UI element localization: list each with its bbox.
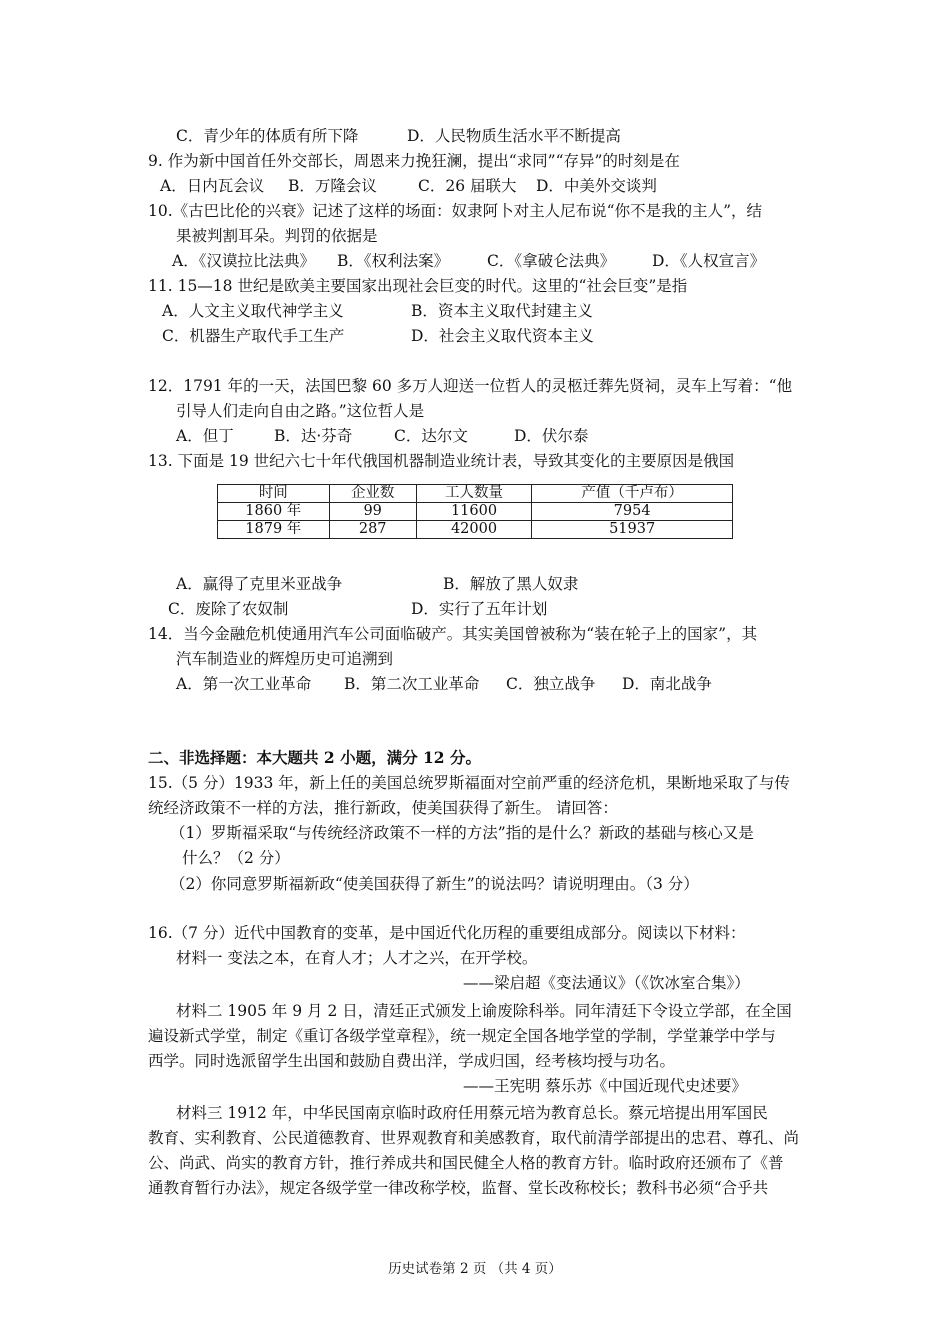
q11-option-a: A．人文主义取代神学主义 xyxy=(162,302,344,320)
section2-title: 二、非选择题：本大题共 2 小题，满分 12 分。 xyxy=(148,748,481,767)
q11-stem: 11. 15—18 世纪是欧美主要国家出现社会巨变的时代。这里的“社会巨变”是指 xyxy=(148,277,688,295)
q9-option-d: D．中美外交谈判 xyxy=(536,177,657,195)
q10-option-d: D．《人权宣言》 xyxy=(652,252,766,270)
table-cell: 1860 年 xyxy=(218,503,330,521)
q9-options xyxy=(160,175,657,197)
q16-material3-line4: 通教育暂行办法》，规定各级学堂一律改称学校，监督、堂长改称校长；教科书必须“合乎共 xyxy=(148,1179,769,1197)
q10-stem-line2: 果被判割耳朵。判罚的依据是 xyxy=(176,227,378,245)
q16-material2-line2: 遍设新式学堂，制定《重订各级学堂章程》，统一规定全国各地学堂的学制，学堂兼学中学与 xyxy=(148,1027,776,1045)
q11-option-c: C．机器生产取代手工生产 xyxy=(162,327,345,345)
q14-stem-line1: 14．当今金融危机使通用汽车公司面临破产。其实美国曾被称为“装在轮子上的国家”，其 xyxy=(148,625,758,643)
table-cell: 51937 xyxy=(532,521,733,539)
q12-option-a: A．但丁 xyxy=(176,427,234,445)
q12-option-d: D．伏尔泰 xyxy=(514,427,589,445)
q16-material2-line1: 材料二 1905 年 9 月 2 日，清廷正式颁发上谕废除科举。同年清廷下令设立学部，在全国 xyxy=(176,1002,792,1020)
q14-option-c: C．独立战争 xyxy=(506,675,596,693)
q9-option-a: A．日内瓦会议 xyxy=(160,177,265,195)
q11-options-ab xyxy=(162,300,593,322)
q15-sub1-line2: 什么？（2 分） xyxy=(182,849,290,867)
table-cell: 287 xyxy=(329,521,416,539)
table-header-cell: 企业数 xyxy=(329,485,416,503)
q8-options-cd xyxy=(176,125,621,147)
q14-option-d: D．南北战争 xyxy=(622,675,712,693)
q12-stem-line2: 引导人们走向自由之路。”这位哲人是 xyxy=(176,402,425,420)
q16-material1-source: ——梁启超《变法通议》（《饮冰室合集》） xyxy=(463,974,750,992)
q13-stem: 13. 下面是 19 世纪六七十年代俄国机器制造业统计表，导致其变化的主要原因是俄国 xyxy=(148,452,735,470)
q10-option-a: A．《汉谟拉比法典》 xyxy=(172,252,315,270)
table-header-cell: 产值（千卢布） xyxy=(532,485,733,503)
q10-option-c: C．《拿破仑法典》 xyxy=(487,252,616,270)
table-header-cell: 时间 xyxy=(218,485,330,503)
q16-material1: 材料一 变法之本，在育人才；人才之兴，在开学校。 xyxy=(176,949,538,967)
q9-option-c: C．26 届联大 xyxy=(418,177,517,195)
q14-options xyxy=(176,673,712,695)
q12-stem-line1: 12．1791 年的一天，法国巴黎 60 多万人迎送一位哲人的灵柩迁葬先贤祠，灵车上写着：“他 xyxy=(148,377,793,395)
q10-stem-line1: 10.《古巴比伦的兴衰》记述了这样的场面：奴隶阿卜对主人尼布说“你不是我的主人”，结 xyxy=(148,202,763,220)
q16-material3-line3: 公、尚武、尚实的教育方针，推行养成共和国民健全人格的教育方针。临时政府还颁布了《普 xyxy=(148,1154,784,1172)
q16-stem: 16.（7 分）近代中国教育的变革，是中国近代化历程的重要组成部分。阅读以下材料： xyxy=(148,924,746,942)
q9-stem: 9. 作为新中国首任外交部长，周恩来力挽狂澜，提出“求同”“存异”的时刻是在 xyxy=(148,152,680,170)
q15-stem-line2: 统经济政策不一样的方法，推行新政，使美国获得了新生。 请回答： xyxy=(148,799,618,817)
q15-stem-line1: 15.（5 分）1933 年，新上任的美国总统罗斯福面对空前严重的经济危机，果断地采取了与传 xyxy=(148,774,790,792)
q14-stem-line2: 汽车制造业的辉煌历史可追溯到 xyxy=(176,650,394,668)
table-header-cell: 工人数量 xyxy=(416,485,532,503)
q16-material3-line2: 教育、实利教育、公民道德教育、世界观教育和美感教育，取代前清学部提出的忠君、尊孔、尚 xyxy=(148,1129,800,1147)
q13-option-d: D．实行了五年计划 xyxy=(411,600,548,618)
q12-option-c: C．达尔文 xyxy=(394,427,468,445)
q13-options-ab xyxy=(176,573,579,595)
q14-option-a: A．第一次工业革命 xyxy=(176,675,312,693)
table-cell: 99 xyxy=(329,503,416,521)
table-row xyxy=(218,521,733,539)
q9-option-b: B．万隆会议 xyxy=(288,177,377,195)
q13-option-c: C．废除了农奴制 xyxy=(168,600,289,618)
table-cell: 42000 xyxy=(416,521,532,539)
q11-option-b: B．资本主义取代封建主义 xyxy=(411,302,593,320)
q15-sub1-line1: （1）罗斯福采取“与传统经济政策不一样的方法”指的是什么？新政的基础与核心又是 xyxy=(170,824,754,842)
table-cell: 1879 年 xyxy=(218,521,330,539)
page-footer: 历史试卷第 2 页 （共 4 页） xyxy=(388,1261,562,1277)
q16-material2-line3: 西学。同时选派留学生出国和鼓励自费出洋，学成归国，经考核均授与功名。 xyxy=(148,1052,676,1070)
q14-option-b: B．第二次工业革命 xyxy=(344,675,480,693)
table-cell: 11600 xyxy=(416,503,532,521)
q13-option-b: B．解放了黑人奴隶 xyxy=(443,575,579,593)
table-header-row xyxy=(218,485,733,503)
q10-option-b: B．《权利法案》 xyxy=(337,252,450,270)
q11-option-d: D．社会主义取代资本主义 xyxy=(411,327,594,345)
q13-options-cd xyxy=(168,598,548,620)
q13-option-a: A．赢得了克里米亚战争 xyxy=(176,575,343,593)
q12-option-b: B．达·芬奇 xyxy=(274,427,353,445)
q13-statistics-table xyxy=(217,484,733,539)
table-row xyxy=(218,503,733,521)
q8-option-c: C．青少年的体质有所下降 xyxy=(176,127,359,145)
q16-material2-source: ——王宪明 蔡乐苏《中国近现代史述要》 xyxy=(463,1077,747,1095)
q8-option-d: D．人民物质生活水平不断提高 xyxy=(407,127,621,145)
q12-options xyxy=(176,425,589,447)
q11-options-cd xyxy=(162,325,594,347)
q10-options xyxy=(172,250,766,272)
table-cell: 7954 xyxy=(532,503,733,521)
q16-material3-line1: 材料三 1912 年，中华民国南京临时政府任用蔡元培为教育总长。蔡元培提出用军国民 xyxy=(176,1104,768,1122)
q15-sub2: （2）你同意罗斯福新政“使美国获得了新生”的说法吗？请说明理由。（3 分） xyxy=(170,875,699,893)
